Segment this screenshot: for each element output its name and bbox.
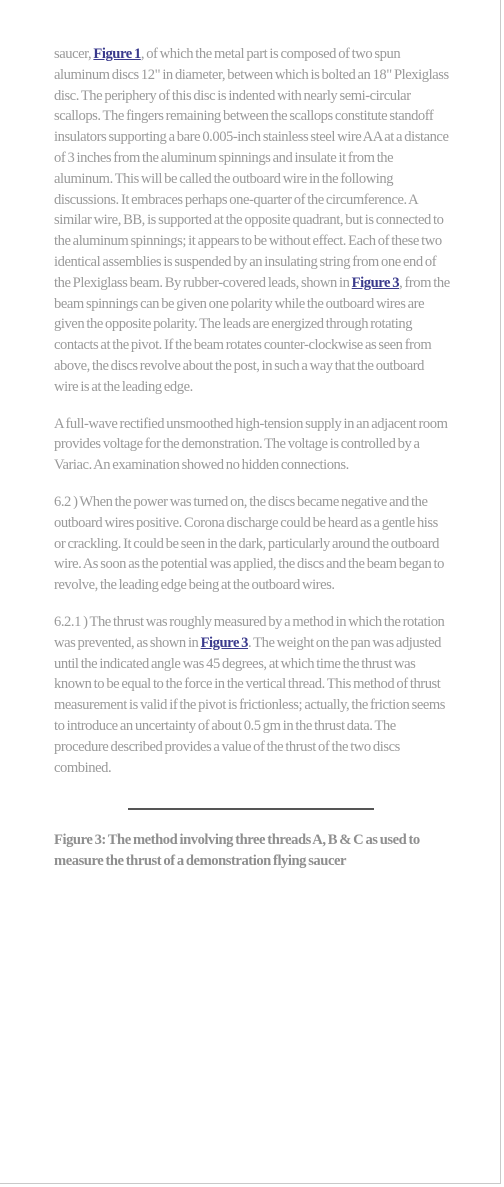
paragraph-section-6-2: 6.2 ) When the power was turned on, the discs became negative and the outboard wires positive. Corona discharge could be heard as a gentle hiss or crackling. It could be seen in the dark, particularly around the outboard wire. As soon as the potential was applied, the discs and the beam began to revolve, the leading edge being at the outboard wires. (54, 493, 444, 594)
paragraph-text: . The weight on the pan was adjusted until the indicated angle was 45 degrees, at which time the thrust was known to be equal to the force in the vertical thread. This method of thrust measurement is valid if the pivot is frictionless; actually, the friction seems to introduce an uncertainty of about 0.5 gm in the thrust data. The procedure described provides a value of the thrust of the two discs combined. (54, 634, 446, 776)
paragraph-section-6-2-1 (54, 612, 450, 778)
figure-divider (128, 808, 374, 810)
document-body (54, 44, 450, 872)
paragraph-text: 6.2.1 ) The thrust was roughly measured by a method in which the rotation was prevented, as shown in (54, 613, 445, 651)
paragraph-text: , of which the metal part is composed of two spun aluminum discs 12" in diameter, between which is bolted an 18" Plexiglass disc. The periphery of this disc is indented with nearly semi-circular scallops. The fingers remaining between the scallops constitute standoff insulators supporting a bare 0.005-inch stainless steel wire AA at a distance of 3 inches from the aluminum spinnings and insulate it from the aluminum. This will be called the outboard wire in the following discussions. It embraces perhaps one-quarter of the circumference. A similar wire, BB, is supported at the opposite quadrant, but is connected to the aluminum spinnings; it appears to be without effect. Each of these two identical assemblies is suspended by an insulating string from one end of the Plexiglass beam. By rubber-covered leads, shown in (54, 46, 449, 291)
figure-3-caption: Figure 3: The method involving three threads A, B & C as used to measure the thrust of a demonstration flying saucer (54, 832, 420, 870)
paragraph-text: , from the beam spinnings can be given one polarity while the outboard wires are given the opposite polarity. The leads are energized through rotating contacts at the pivot. If the beam rotates counter-clockwise as seen from above, the discs revolve about the post, in such a way that the outboard wire is at the leading edge. (54, 274, 450, 395)
figure-1-link[interactable]: Figure 1 (93, 46, 141, 62)
paragraph-saucer-description (54, 44, 450, 398)
paragraph-power-supply: A full-wave rectified unsmoothed high-tension supply in an adjacent room provides voltage for the demonstration. The voltage is controlled by a Variac. An examination showed no hidden connections. (54, 415, 448, 474)
paragraph-text: saucer, (54, 46, 94, 62)
figure-3-link[interactable]: Figure 3 (200, 634, 249, 651)
figure-3-link[interactable]: Figure 3 (351, 274, 400, 291)
